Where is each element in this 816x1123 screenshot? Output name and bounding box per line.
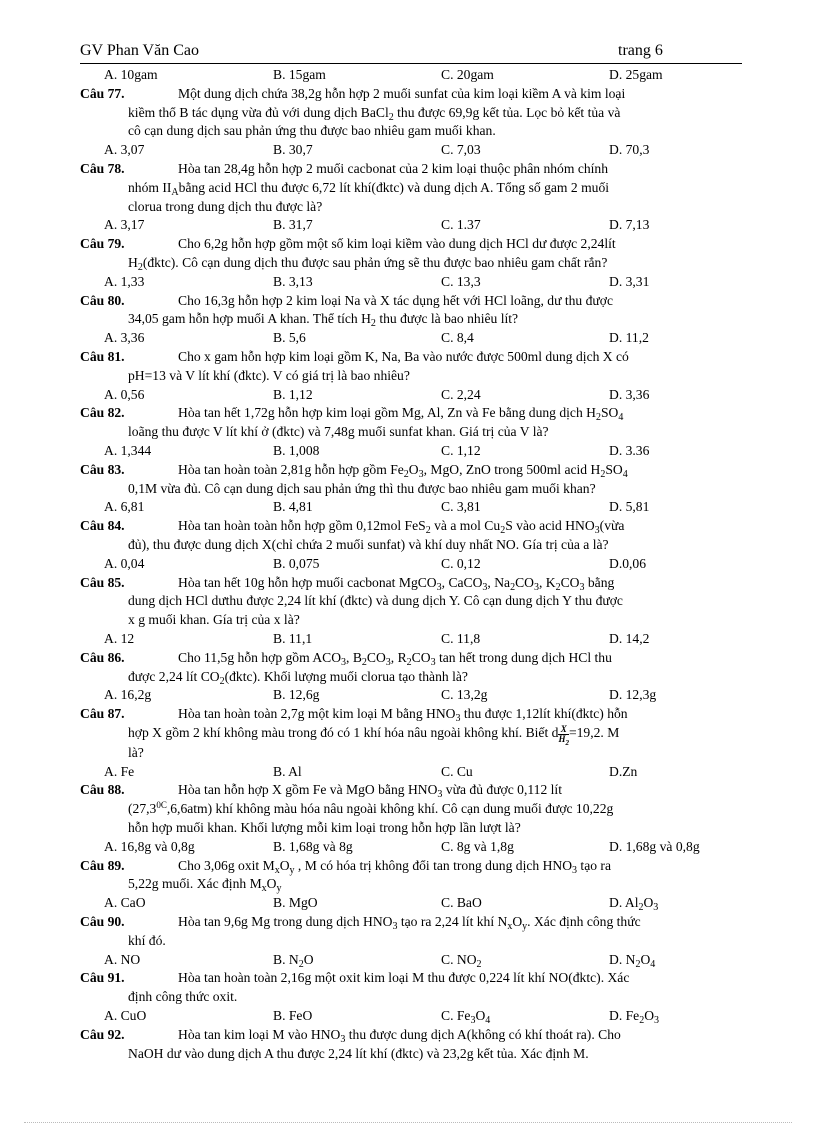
option-b: B. 0,075 xyxy=(273,555,320,571)
option-b: B. MgO xyxy=(273,895,318,911)
option-c: C. 1.37 xyxy=(441,217,481,233)
option-d: D. 70,3 xyxy=(609,142,650,158)
option-a: A. Fe xyxy=(104,763,135,779)
answer-options xyxy=(80,329,740,348)
option-a: A. 12 xyxy=(104,630,135,646)
option-b: B. Al xyxy=(273,763,302,779)
option-c: C. 7,03 xyxy=(441,142,481,158)
option-d: D. $Fe_2O_3$ xyxy=(609,1008,660,1027)
answer-options xyxy=(80,838,740,857)
option-b: B. 3,13 xyxy=(273,273,313,289)
answer-options xyxy=(80,442,740,461)
option-d: D. 5,81 xyxy=(609,499,650,515)
page-header xyxy=(80,42,740,64)
question-text: Cho 6,2g hỗn hợp gồm một số kim loại kiềm vào dung dịch HCl dư được 2,24lít xyxy=(178,236,616,252)
header-author: GV Phan Văn Cao xyxy=(80,42,199,59)
question-number: Câu 84. xyxy=(80,518,125,534)
option-a: A. 1,33 xyxy=(104,273,145,289)
option-a: A. 10gam xyxy=(104,67,158,82)
question-number: Câu 86. xyxy=(80,649,125,665)
option-a: A. 0,56 xyxy=(104,386,145,402)
option-c: C. 8,4 xyxy=(441,330,474,346)
question-text-line: $(27,3^{0C},6,6atm)$ khí không màu hóa nâu ngoài không khí. Cô cạn dung muối được 10,22g xyxy=(128,800,614,817)
question-text: Hòa tan 9,6g Mg trong dung dịch $HNO_3$ tạo ra 2,24 lít khí $N_xO_y$. Xác định công thức xyxy=(178,914,641,933)
question-text: Hòa tan kim loại M vào $HNO_3$ thu được dung dịch A(không có khí thoát ra). Cho xyxy=(178,1026,621,1045)
question-number: Câu 79. xyxy=(80,236,125,252)
answer-options xyxy=(80,498,740,517)
option-c: C. 20gam xyxy=(441,67,494,82)
question-81 xyxy=(80,348,740,404)
question-text-line: clorua trong dung dịch thu được là? xyxy=(128,198,323,214)
option-c: C. Cu xyxy=(441,763,473,779)
question-number: Câu 91. xyxy=(80,970,125,986)
answer-options xyxy=(80,386,740,405)
question-text-line: nhóm $II_Abằng$ acid HCl thu được 6,72 lít khí(đktc) và dung dịch A. Tổng số gam 2 muối xyxy=(128,179,610,198)
option-d: D. 3,31 xyxy=(609,273,650,289)
question-text: Hòa tan hết 1,72g hỗn hợp kim loại gồm Mg, Al, Zn và Fe bằng dung dịch $H_2SO_4$ xyxy=(178,405,624,424)
option-c: C. 3,81 xyxy=(441,499,481,515)
option-a: A. 16,8g và 0,8g xyxy=(104,838,195,854)
question-text-line: 5,22g muối. Xác định $M_xO_y$ xyxy=(128,876,282,895)
question-text: Hòa tan hết 10g hỗn hợp muối cacbonat MgCO$_3$, CaCO$_3$, $Na_2CO_3$, $K_2CO_3$ bằng xyxy=(178,574,615,593)
question-number: Câu 85. xyxy=(80,574,125,590)
option-a: A. 3,36 xyxy=(104,330,145,346)
answer-options xyxy=(80,951,740,970)
question-number: Câu 89. xyxy=(80,857,125,873)
answer-options xyxy=(80,273,740,292)
question-text-line: kiềm thổ B tác dụng vừa đủ với dung dịch BaCl$_2$ thu được 69,9g kết tủa. Lọc bỏ kết tủa và xyxy=(128,104,621,123)
answer-options xyxy=(80,763,740,782)
question-text: Cho 16,3g hỗn hợp 2 kim loại Na và X tác dụng hết với HCl loãng, dư thu được xyxy=(178,292,613,308)
option-a: A. 0,04 xyxy=(104,555,145,571)
answer-options xyxy=(80,1007,740,1026)
option-d: D. 11,2 xyxy=(609,330,649,346)
density-ratio-fraction: $\frac{X}{H_2}$ xyxy=(558,723,569,747)
question-text-line: loãng thu được V lít khí ở (đktc) và 7,48g muối sunfat khan. Giá trị của V là? xyxy=(128,424,549,440)
option-a: A. 1,344 xyxy=(104,442,152,458)
option-d: D. 3.36 xyxy=(609,442,650,458)
question-number: Câu 81. xyxy=(80,348,125,364)
option-c: C. 13,2g xyxy=(441,687,488,703)
option-b: B. 12,6g xyxy=(273,687,320,703)
option-b: B. 11,1 xyxy=(273,630,313,646)
header-page-number: trang 6 xyxy=(618,42,663,59)
question-text: Hòa tan hoàn toàn 2,7g một kim loại M bằng $HNO_3$ thu được 1,12lít khí(đktc) hỗn xyxy=(178,706,628,725)
question-text-line: được 2,24 lít $CO_2(đktc)$. Khối lượng muối clorua tạo thành là? xyxy=(128,668,468,687)
question-87 xyxy=(80,705,740,781)
header-rule xyxy=(80,63,742,64)
option-d: D.Zn xyxy=(609,763,638,779)
question-number: Câu 77. xyxy=(80,85,125,101)
question-text: Hòa tan 28,4g hỗn hợp 2 muối cacbonat của 2 kim loại thuộc phân nhóm chính xyxy=(178,160,609,176)
option-b: B. 31,7 xyxy=(273,217,313,233)
question-83 xyxy=(80,461,740,517)
option-b: B. 5,6 xyxy=(273,330,306,346)
option-a: A. 3,07 xyxy=(104,142,145,158)
option-b: B. FeO xyxy=(273,1008,313,1024)
question-90 xyxy=(80,913,740,969)
option-c: C. 2,24 xyxy=(441,386,481,402)
question-79 xyxy=(80,235,740,291)
question-text: Hòa tan hoàn toàn 2,16g một oxit kim loại M thu được 0,224 lít khí NO(đktc). Xác xyxy=(178,970,630,986)
option-d: D. 12,3g xyxy=(609,687,657,703)
question-number: Câu 78. xyxy=(80,160,125,176)
question-text-line: cô cạn dung dịch sau phản ứng thu được bao nhiêu gam muối khan. xyxy=(128,123,496,139)
question-89 xyxy=(80,857,740,913)
option-d: D.0,06 xyxy=(609,555,647,571)
question-number: Câu 83. xyxy=(80,461,125,477)
option-b: B. 15gam xyxy=(273,67,326,82)
option-c: C. 0,12 xyxy=(441,555,481,571)
option-b: B. 1,008 xyxy=(273,442,320,458)
question-number: Câu 80. xyxy=(80,292,125,308)
answer-options xyxy=(80,66,740,85)
question-82 xyxy=(80,404,740,460)
option-d: D. 25gam xyxy=(609,67,663,82)
option-d: D. 14,2 xyxy=(609,630,650,646)
question-text-line: dung dịch HCl dưthu được 2,24 lít khí (đktc) và dung dịch Y. Cô cạn dung dịch Y thu được xyxy=(128,593,623,609)
option-c: C. 1,12 xyxy=(441,442,481,458)
question-text: Hòa tan hoàn toàn hỗn hợp gồm 0,12mol FeS$_2$ và a mol $Cu_2S$ vào acid $HNO_3(vừa$ xyxy=(178,518,625,537)
question-number: Câu 87. xyxy=(80,706,125,722)
question-86 xyxy=(80,649,740,705)
question-text-line: hỗn hợp muối khan. Khối lượng mỗi kim loại trong hỗn hợp lần lượt là? xyxy=(128,820,521,836)
option-d: D. 1,68g và 0,8g xyxy=(609,838,700,854)
option-a: A. 16,2g xyxy=(104,687,152,703)
option-b: B. 4,81 xyxy=(273,499,313,515)
answer-options xyxy=(80,894,740,913)
option-a: A. 6,81 xyxy=(104,499,145,515)
answer-options xyxy=(80,630,740,649)
question-84 xyxy=(80,517,740,573)
option-b: B. $N_2O$ xyxy=(273,951,314,970)
question-text-line: $H_2(đktc)$. Cô cạn dung dịch thu được sau phản ứng sẽ thu được bao nhiêu gam chất rắn? xyxy=(128,254,608,273)
question-text: Cho 3,06g oxit $M_xO_y$ , M có hóa trị không đổi tan trong dung dịch $HNO_3$ tạo ra xyxy=(178,857,611,876)
question-77 xyxy=(80,85,740,160)
answer-options xyxy=(80,141,740,160)
option-d: D. $N_2O_4$ xyxy=(609,951,656,970)
question-number: Câu 82. xyxy=(80,405,125,421)
question-text-line: định công thức oxit. xyxy=(128,989,238,1005)
option-c: C. 11,8 xyxy=(441,630,481,646)
answer-options xyxy=(80,555,740,574)
question-text-line: 34,05 gam hỗn hợp muối A khan. Thể tích $H_2$ thu được là bao nhiêu lít? xyxy=(128,311,519,330)
option-c: C. BaO xyxy=(441,895,482,911)
option-d: D. 3,36 xyxy=(609,386,650,402)
question-text-line: hợp X gồm 2 khí không màu trong đó có 1 khí hóa nâu ngoài không khí. Biết d $\frac{X}{H_2}$ =19,2. M xyxy=(128,723,620,747)
option-b: B. 1,68g và 8g xyxy=(273,838,353,854)
question-text: Hòa tan hỗn hợp X gồm Fe và MgO bằng $HNO_3$ vừa đủ được 0,112 lít xyxy=(178,782,562,801)
question-text-line: khí đó. xyxy=(128,932,166,948)
question-text-line: đủ), thu được dung dịch X(chỉ chứa 2 muối sunfat) và khí duy nhất NO. Gía trị của a là? xyxy=(128,536,609,552)
question-list xyxy=(80,66,740,1063)
question-text-line: 0,1M vừa đủ. Cô cạn dung dịch sau phản ứng thì thu được bao nhiêu gam muối khan? xyxy=(128,480,596,496)
question-92 xyxy=(80,1026,740,1064)
option-c: C. $Fe_3O_4$ xyxy=(441,1008,491,1027)
option-a: A. CaO xyxy=(104,895,146,911)
option-a: A. 3,17 xyxy=(104,217,145,233)
question-88 xyxy=(80,781,740,856)
option-a: A. CuO xyxy=(104,1008,147,1024)
question-85 xyxy=(80,574,740,649)
question-number: Câu 88. xyxy=(80,782,125,798)
question-number: Câu 90. xyxy=(80,914,125,930)
answer-options xyxy=(80,686,740,705)
option-c: C. 13,3 xyxy=(441,273,481,289)
question-text: Hòa tan hoàn toàn 2,81g hỗn hợp gồm $Fe_2O_3$, MgO, ZnO trong 500ml acid $H_2SO_4$ xyxy=(178,461,628,480)
question-text: Cho x gam hỗn hợp kim loại gồm K, Na, Ba vào nước được 500ml dung dịch X có xyxy=(178,348,629,364)
option-b: B. 1,12 xyxy=(273,386,313,402)
question-number: Câu 92. xyxy=(80,1026,125,1042)
option-d: D. 7,13 xyxy=(609,217,650,233)
question-text: Cho 11,5g hỗn hợp gồm $ACO_3$, $B_2CO_3$, $R_2CO_3$ tan hết trong dung dịch HCl thu xyxy=(178,649,612,668)
question-text-line: là? xyxy=(128,744,144,760)
question-78 xyxy=(80,160,740,235)
option-c: C. $NO_2$ xyxy=(441,951,482,970)
question-91 xyxy=(80,969,740,1025)
option-b: B. 30,7 xyxy=(273,142,313,158)
option-c: C. 8g và 1,8g xyxy=(441,838,514,854)
question-text-line: x g muối khan. Gía trị của x là? xyxy=(128,612,300,628)
question-text-line: pH=13 và V lít khí (đktc). V có giá trị là bao nhiêu? xyxy=(128,367,410,383)
question-text: Một dung dịch chứa 38,2g hỗn hợp 2 muối sunfat của kim loại kiềm A và kim loại xyxy=(178,85,626,101)
question-text-line: NaOH dư vào dung dịch A thu được 2,24 lít khí (đktc) và 23,2g kết tủa. Xác định M. xyxy=(128,1045,589,1061)
option-a: A. NO xyxy=(104,951,141,967)
answer-options xyxy=(80,216,740,235)
question-80 xyxy=(80,292,740,348)
option-d: D. $Al_2O_3$ xyxy=(609,895,659,914)
